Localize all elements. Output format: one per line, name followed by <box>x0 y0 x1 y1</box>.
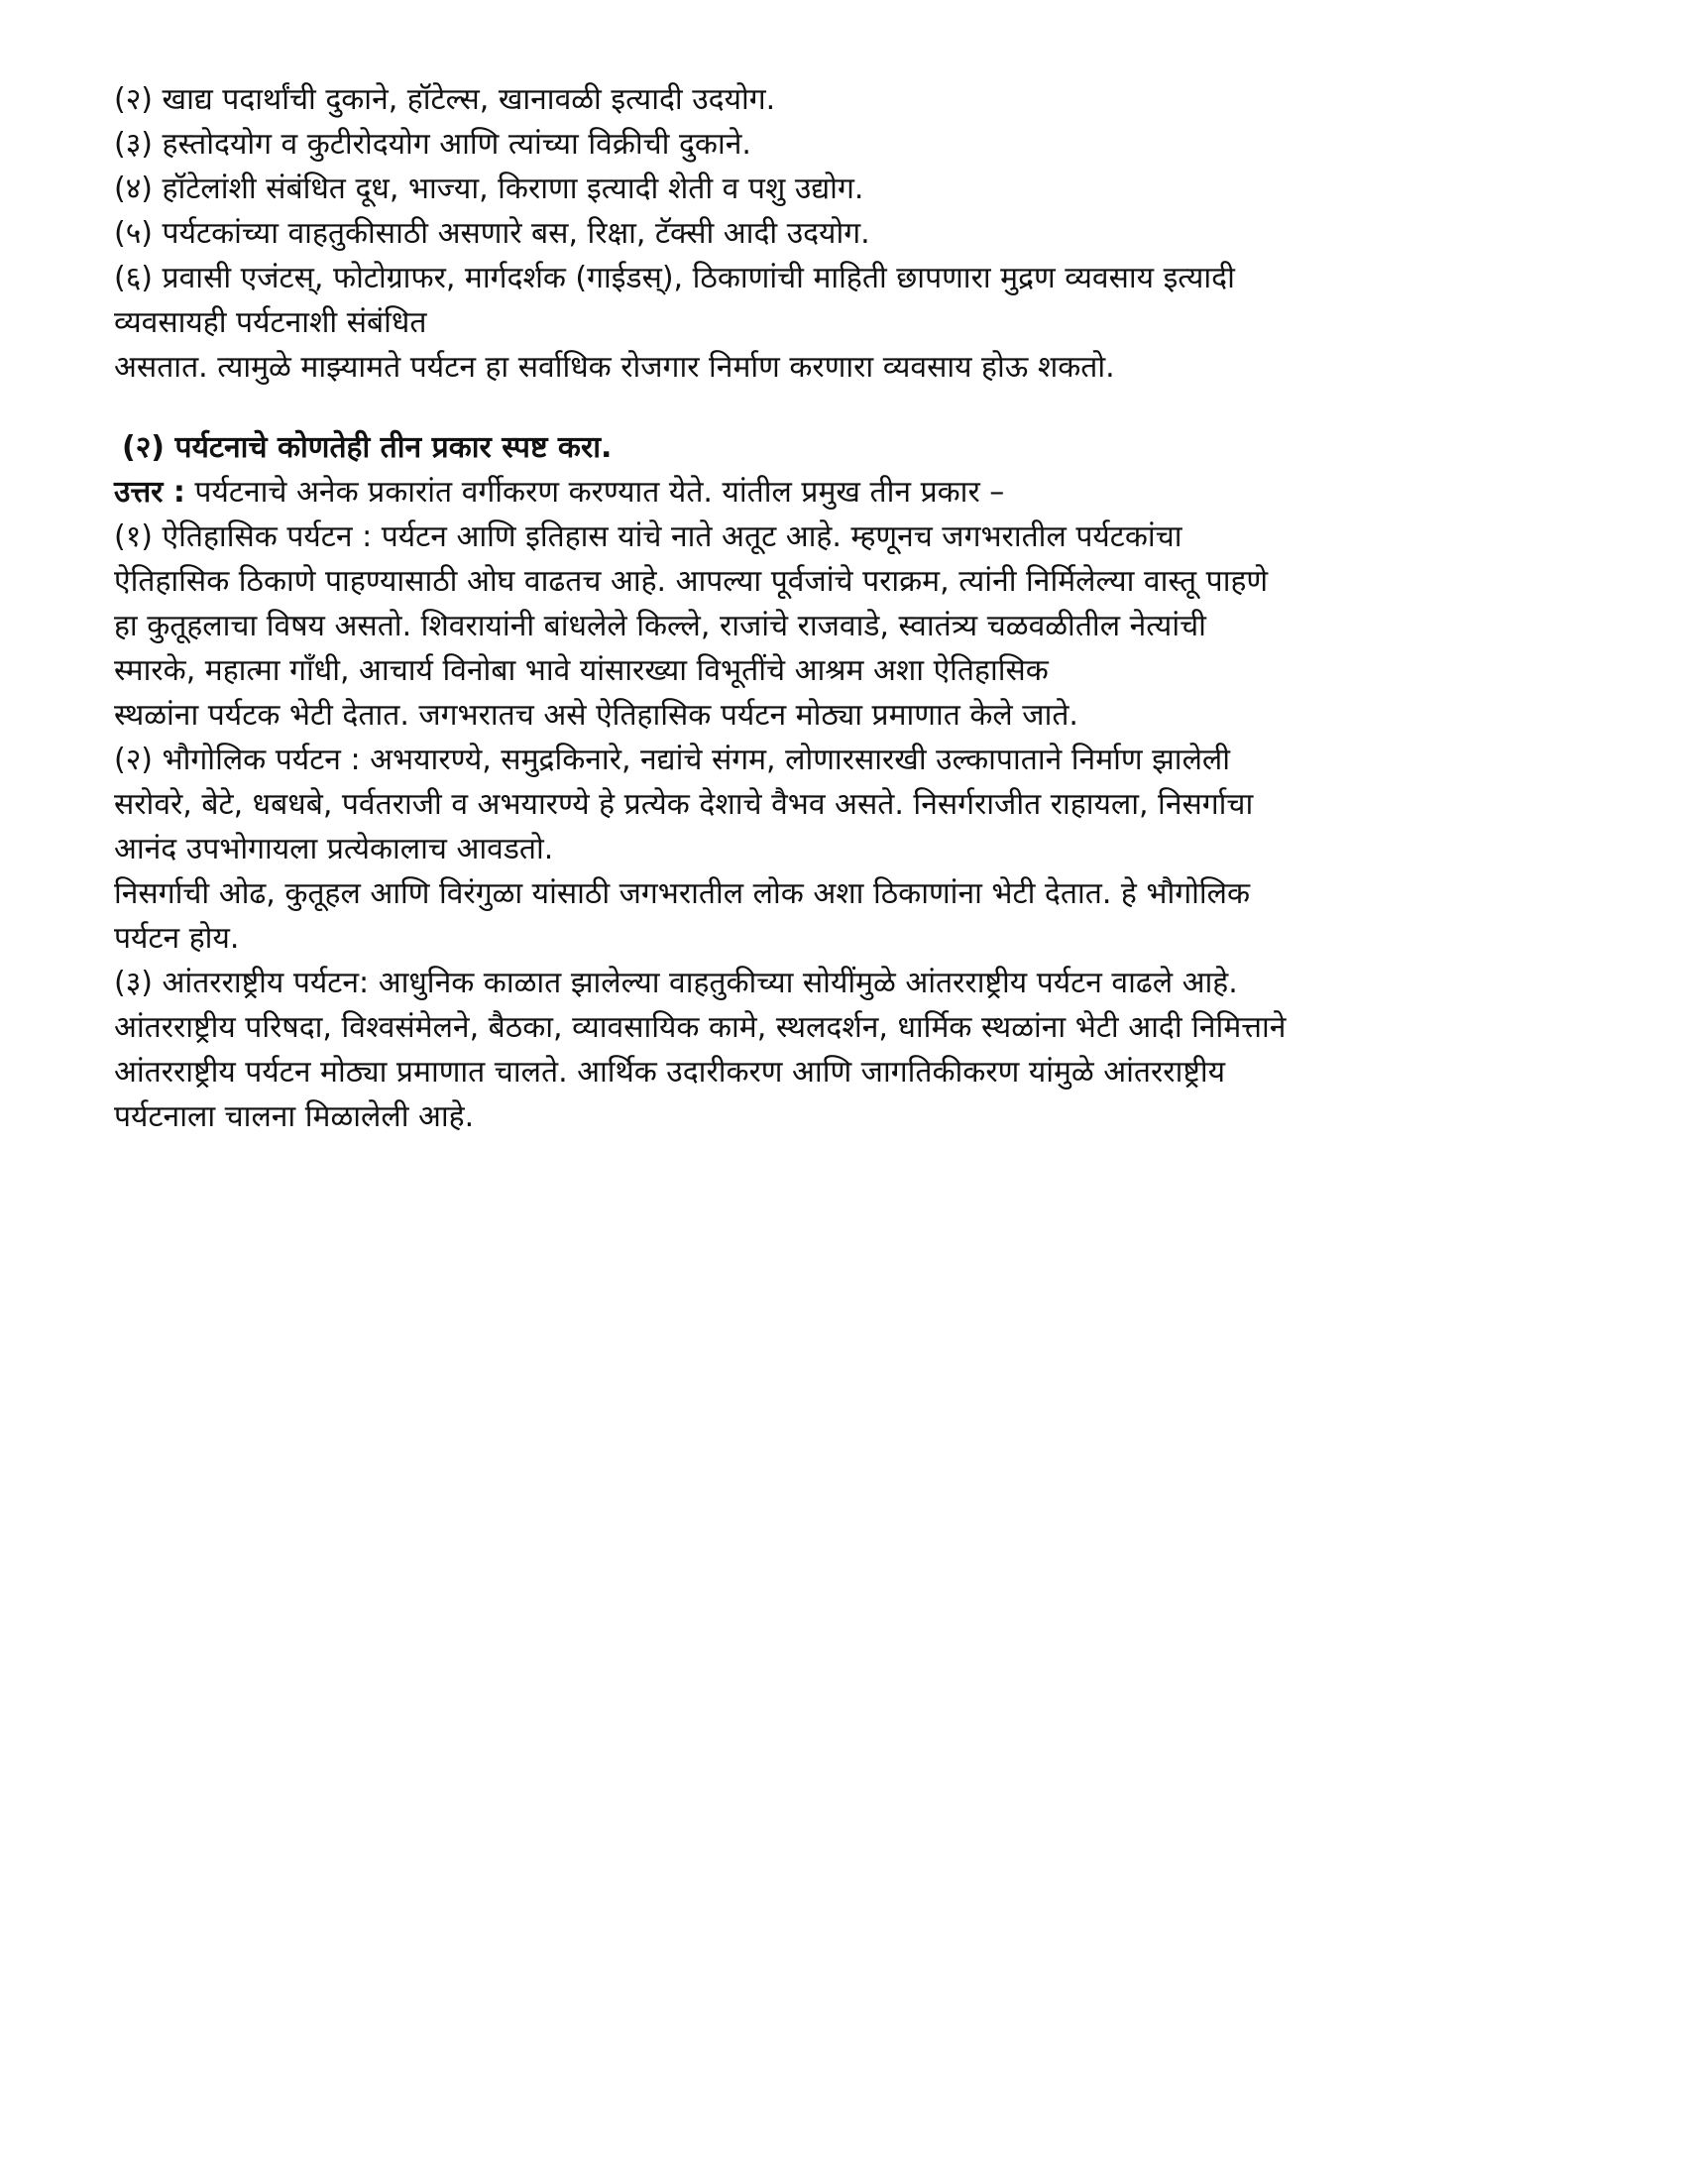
answer-line: आंतरराष्ट्रीय पर्यटन मोठ्या प्रमाणात चालते. आर्थिक उदारीकरण आणि जागतिकीकरण यांमुळे आंतरराष्ट्रीय <box>114 1055 1226 1090</box>
list-item: (५) पर्यटकांच्या वाहतुकीसाठी असणारे बस, रिक्षा, टॅक्सी आदी उदयोग. <box>114 216 870 251</box>
answer-line: आंतरराष्ट्रीय परिषदा, विश्वसंमेलने, बैठका, व्यावसायिक कामे, स्थलदर्शन, धार्मिक स्थळांना भेटी आदी निमित्ताने <box>114 1010 1287 1045</box>
answer-line: ऐतिहासिक ठिकाणे पाहण्यासाठी ओघ वाढतच आहे. आपल्या पूर्वजांचे पराक्रम, त्यांनी निर्मिलेल्या वास्तू पाहणे <box>114 564 1269 599</box>
answer-line: निसर्गाची ओढ, कुतूहल आणि विरंगुळा यांसाठी जगभरातील लोक अशा ठिकाणांना भेटी देतात. हे भौगोलिक <box>114 876 1251 911</box>
answer-line: स्मारके, महात्मा गाँधी, आचार्य विनोबा भावे यांसारख्या विभूतींचे आश्रम अशा ऐतिहासिक <box>114 653 1049 688</box>
list-item: (४) हॉटेलांशी संबंधित दूध, भाज्या, किराणा इत्यादी शेती व पशु उद्योग. <box>114 172 864 206</box>
list-item: (२) खाद्य पदार्थांची दुकाने, हॉटेल्स, खानावळी इत्यादी उदयोग. <box>114 82 776 117</box>
answer-line: आनंद उपभोगायला प्रत्येकालाच आवडतो. <box>114 832 554 866</box>
section-spacer <box>114 390 1581 425</box>
list-item: (३) हस्तोदयोग व कुटीरोदयोग आणि त्यांच्या विक्रीची दुकाने. <box>114 127 751 162</box>
answer-line: (१) ऐतिहासिक पर्यटन : पर्यटन आणि इतिहास यांचे नाते अतूट आहे. म्हणूनच जगभरातील पर्यटकांचा <box>114 519 1182 554</box>
answer-intro: पर्यटनाचे अनेक प्रकारांत वर्गीकरण करण्यात येते. यांतील प्रमुख तीन प्रकार – <box>184 475 1005 510</box>
answer-line: (२) भौगोलिक पर्यटन : अभयारण्ये, समुद्रकिनारे, नद्यांचे संगम, लोणारसारखी उल्कापाताने निर्माण झालेली <box>114 743 1231 777</box>
paragraph-conclusion: असतात. त्यामुळे माझ्यामते पर्यटन हा सर्वाधिक रोजगार निर्माण करणारा व्यवसाय होऊ शकतो. <box>114 350 1115 385</box>
document-body <box>114 77 1581 1139</box>
answer-line: सरोवरे, बेटे, धबधबे, पर्वतराजी व अभयारण्ये हे प्रत्येक देशाचे वैभव असते. निसर्गराजीत राहायला, निसर्गाचा <box>114 787 1254 822</box>
list-item: (६) प्रवासी एजंटस्, फोटोग्राफर, मार्गदर्शक (गाईडस्), ठिकाणांची माहिती छापणारा मुद्रण व्यवसाय इत्यादी <box>114 261 1235 295</box>
answer-line: स्थळांना पर्यटक भेटी देतात. जगभरातच असे ऐतिहासिक पर्यटन मोठ्या प्रमाणात केले जाते. <box>114 698 1078 733</box>
answer-label: उत्तर : <box>114 475 185 510</box>
answer-line: पर्यटनाला चालना मिळालेली आहे. <box>114 1099 475 1134</box>
list-item-continuation: व्यवसायही पर्यटनाशी संबंधित <box>114 305 427 340</box>
question-heading: (२) पर्यटनाचे कोणतेही तीन प्रकार स्पष्ट करा. <box>122 430 613 465</box>
answer-intro-line <box>114 470 1581 515</box>
answer-line: पर्यटन होय. <box>114 921 240 956</box>
answer-line: (३) आंतरराष्ट्रीय पर्यटन: आधुनिक काळात झालेल्या वाहतुकीच्या सोयींमुळे आंतरराष्ट्रीय पर्यटन वाढले आहे. <box>114 966 1238 1000</box>
answer-line: हा कुतूहलाचा विषय असतो. शिवरायांनी बांधलेले किल्ले, राजांचे राजवाडे, स्वातंत्र्य चळवळीतील नेत्यांची <box>114 609 1206 643</box>
